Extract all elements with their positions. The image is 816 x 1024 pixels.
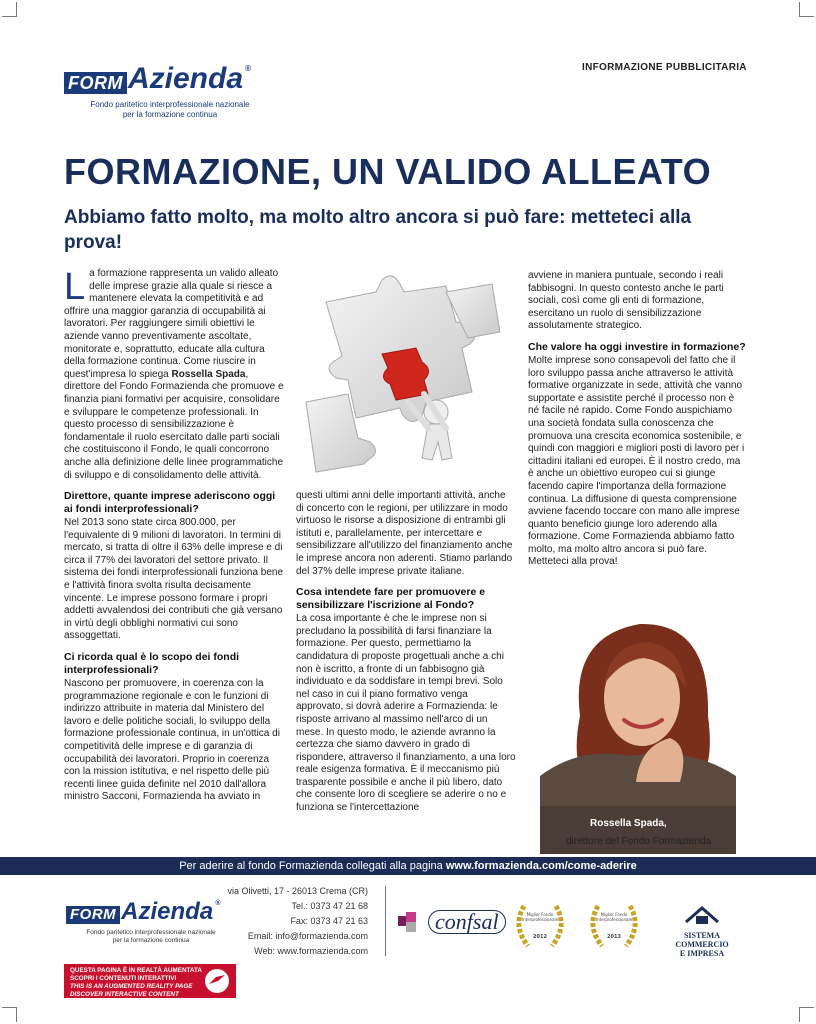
header-logo xyxy=(64,64,276,120)
intro-paragraph: La formazione rappresenta un valido alleato delle imprese grazie alla quale si riesce a mantenere elevata la competitività e ad offrire una maggior garanzia di occupabilità ai lavoratori. Per raggiungere simili obiettivi le aziende vanno preventivamente ascoltate, monitorate e, soprattutto, educate alla cultura della formazione continua. Come riuscire in quest'impresa lo spiega Rossella Spada, direttore del Fondo Formazienda che promuove e finanzia piani formativi per acquisire, consolidare e sviluppare le competenze professionali. In questo processo di sensibilizzazione è fondamentale il ruolo esercitato dalle parti sociali che costituiscono il Fondo, le quali concorrono anche alla definizione delle linee programmatiche di sviluppo e di consolidamento delle attività. xyxy=(64,266,284,481)
sci-logo: SISTEMA COMMERCIO E IMPRESA xyxy=(660,906,744,958)
svg-text:Interprofessionale: Interprofessionale xyxy=(595,917,633,922)
phone: Tel.: 0373 47 21 68 xyxy=(291,901,368,911)
answer-paragraph: Nascono per promuovere, in coerenza con la programmazione regionale e con le funzioni di indirizzo attribuite in materia dal Ministero del lavoro e delle politiche sociali, lo sviluppo della formazione professionale continua, in un'ottica di competitività delle imprese e di garanzia di occupabilità dei lavoratori. Proprio in coerenza con la mission istitutiva, e nel rispetto delle più recenti linee guida definite nel 2010 dall'allora ministro Sacconi, Formazienda ha avviato in xyxy=(64,678,280,803)
interviewee-name: Rossella Spada xyxy=(171,368,246,380)
footer-divider xyxy=(385,886,386,956)
question-heading: Cosa intendete fare per promuovere e sensibilizzare l'iscrizione al Fondo? xyxy=(296,586,486,612)
website-link[interactable]: Web: www.formazienda.com xyxy=(254,946,368,956)
signup-banner: Per aderire al fondo Formazienda collegati alla pagina www.formazienda.com/come-aderire xyxy=(0,857,816,875)
svg-text:Interprofessionale: Interprofessionale xyxy=(521,917,559,922)
crop-mark-bottom-right xyxy=(799,1007,814,1022)
email-link[interactable]: Email: info@formazienda.com xyxy=(247,931,368,941)
svg-text:2012: 2012 xyxy=(533,934,547,940)
crop-mark-bottom-left xyxy=(2,1007,17,1022)
crop-mark-top-left xyxy=(2,2,17,17)
answer-paragraph: Nel 2013 sono state circa 800.000, per l'equivalente di 9 milioni di lavoratori. In termini di mercato, si tratta di oltre il 63% delle imprese e di circa il 77% dei lavoratori del settore privato. Il sistema dei fondi interprofessionali funziona bene e l'attività finora svolta risulta decisamente vincente. Le imprese possono formare i propri addetti avvalendosi dei contributi che già versano in virtù degli obblighi normativi cui sono assoggettati. xyxy=(64,517,284,642)
address-line: via Olivetti, 17 - 26013 Crema (CR) xyxy=(227,886,368,896)
logo-subtitle: Fondo paritetico interprofessionale nazionale per la formazione continua xyxy=(90,100,250,119)
answer-paragraph: Molte imprese sono consapevoli del fatto che il loro sviluppo passa anche attraverso le attività formative organizzate in sede, attività che vanno supportate e assistite perché il processo non è né facile né rapido. Come Fondo auspichiamo una società fondata sulla conoscenza che promuova una crescita economica sostenibile, e quindi con maggiori e migliori posti di lavoro per i cittadini italiani ed europei. È il nostro credo, ma è anche un obiettivo europeo cui si giunge facendo capire l'importanza della formazione continua. La diffusione di questa comprensione avviene facendo toccare con mano alle imprese quanto beneficio giunge loro aderendo alla formazione. Come Formazienda abbiamo fatto molto, ma molto altro ancora si può fare. Metteteci alla prova! xyxy=(528,354,745,568)
confsal-logo: confsal xyxy=(398,910,506,934)
footer-logo-subtitle: Fondo paritetico interprofessionale nazionale per la formazione continua xyxy=(86,929,216,945)
crop-mark-top-right xyxy=(799,2,814,17)
headline: FORMAZIONE, UN VALIDO ALLEATO xyxy=(64,151,712,192)
logo-form: FORM xyxy=(64,72,127,94)
question-heading: Ci ricorda qual è lo scopo dei fondi interprofessionali? xyxy=(64,651,240,677)
answer-paragraph: avviene in maniera puntuale, secondo i reali fabbisogni. In questo contesto anche le parti sociali, così come gli enti di formazione, esercitano un ruolo di sensibilizzazione assolutamente strategico. xyxy=(528,270,724,332)
sci-mark-icon xyxy=(682,906,722,926)
photo-caption-name: Rossella Spada, xyxy=(590,818,667,829)
question-heading: Che valore ha oggi investire in formazione? xyxy=(528,340,746,353)
award-laurel-icon xyxy=(584,898,644,954)
confsal-mark-icon xyxy=(398,912,426,932)
answer-paragraph: La cosa importante è che le imprese non si precludano la possibilità di farsi finanziare la formazione. Per questo, permettiamo la candidatura di proposte progettuali anche a chi non è iscritto, a fronte di un fabbisogno già individuato e da soddisfare in tempi brevi. Solo nel caso in cui il piano formativo venga approvato, si dovrà aderire a Formazienda: le risposte arrivano al massimo nell'arco di un mese. In questo modo, le aziende avranno la certezza che siamo davvero in grado di rispondere, attraverso il finanziamento, a una loro reale esigenza formativa. È il meccanismo più trasparente possibile e anche il più libero, dato che consente loro di scegliere se aderire o no e funziona se l'intercettazione xyxy=(296,613,516,814)
advertising-tag: INFORMAZIONE PUBBLICITARIA xyxy=(582,62,747,73)
photo-caption-role: direttore del Fondo Formazienda xyxy=(566,836,712,847)
question-heading: Direttore, quante imprese aderiscono oggi ai fondi interprofessionali? xyxy=(64,490,276,516)
article-column-2 xyxy=(296,490,516,823)
subheadline: Abbiamo fatto molto, ma molto altro ancora si può fare: metteteci alla prova! xyxy=(64,207,692,253)
svg-text:2013: 2013 xyxy=(607,934,621,940)
logo-registered: ® xyxy=(245,64,251,73)
ar-icon xyxy=(204,968,230,994)
svg-text:Miglior Fondo: Miglior Fondo xyxy=(600,912,628,917)
fax: Fax: 0373 47 21 63 xyxy=(290,916,368,926)
footer-logo: FORM Azienda ® Fondo paritetico interprofessionale nazionale per la formazione continua xyxy=(66,900,236,945)
logo-azienda: Azienda xyxy=(128,62,244,95)
svg-text:Miglior Fondo: Miglior Fondo xyxy=(526,912,554,917)
award-laurel-icon xyxy=(510,898,570,954)
signup-link[interactable]: www.formazienda.com/come-aderire xyxy=(445,860,637,872)
puzzle-illustration xyxy=(296,262,506,484)
dropcap: L xyxy=(64,266,86,308)
answer-paragraph: questi ultimi anni delle importanti attività, anche di concerto con le regioni, per utilizzare in modo virtuoso le risorse a disposizione di entrambi gli istituti e, parallelamente, per intercettare e sensibilizzare all'utilizzo del finanziamento anche le imprese ancora non aderenti. Stiamo parlando del 37% delle imprese private italiane. xyxy=(296,490,513,577)
article-column-3 xyxy=(528,270,748,577)
ar-notice: QUESTA PAGINA È IN REALTÀ AUMENTATA SCOPRI I CONTENUTI INTERATTIVI THIS IS AN AUGMENTED REALITY PAGE DISCOVER INTERACTIVE CONTENT xyxy=(64,964,236,998)
article-column-1 xyxy=(64,268,284,812)
portrait-photo xyxy=(540,606,736,854)
contact-address xyxy=(227,884,368,959)
puzzle-pieces xyxy=(306,276,500,472)
